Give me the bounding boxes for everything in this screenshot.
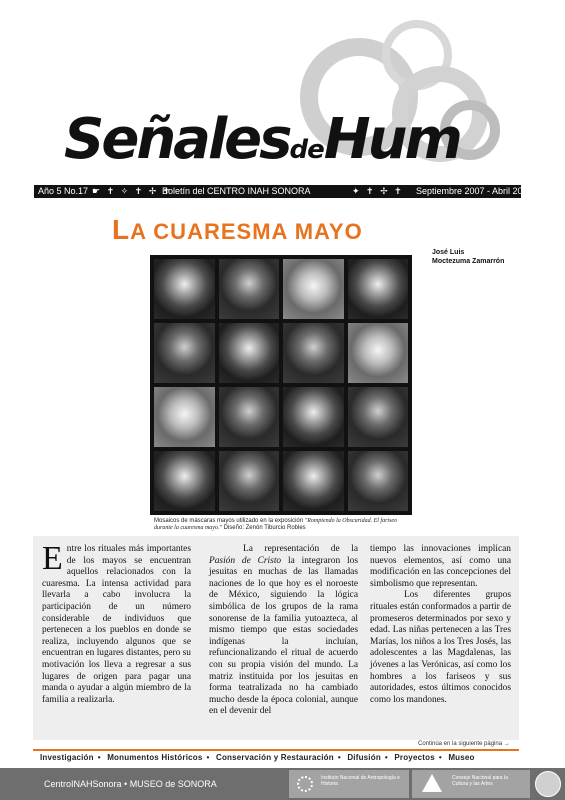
arrow-right-icon: → (503, 741, 510, 747)
mask-photo (348, 387, 409, 447)
petroglyph-icon: ✦ ✝ ✢ ✝ (352, 186, 404, 196)
masthead-bar (34, 185, 533, 198)
mask-photo (219, 387, 280, 447)
mask-photo (283, 387, 344, 447)
mask-photo (348, 451, 409, 511)
conaculta-emblem-icon (422, 774, 442, 792)
footer-bar (0, 768, 565, 800)
conaculta-logo: Consejo Nacional para la Cultura y las Artes (412, 770, 530, 798)
inah-emblem-icon (297, 776, 313, 792)
mask-mosaic-image (150, 255, 412, 515)
inah-logo: Instituto Nacional de Antropología e Historia (289, 770, 409, 798)
issue-number: Año 5 No.17 (38, 186, 89, 196)
masthead-logo: SeñalesdeHum (64, 107, 460, 172)
mask-photo (219, 259, 280, 319)
bulletin-name: Boletín del CENTRO INAH SONORA (162, 186, 311, 196)
issue-dates: Septiembre 2007 - Abril 2008 (416, 186, 533, 196)
nav-item-museo[interactable]: Museo (448, 753, 475, 762)
mask-photo (283, 323, 344, 383)
mask-photo (283, 451, 344, 511)
nav-item-monumentos[interactable]: Monumentos Históricos (107, 753, 203, 762)
nav-item-difusion[interactable]: Difusión (347, 753, 381, 762)
nav-item-investigacion[interactable]: Investigación (40, 753, 94, 762)
article-title: LA CUARESMA MAYO (112, 214, 363, 245)
image-caption: Mosaicos de máscaras mayos utilizado en la exposición "Rompiendo la Obscuridad. El fariseo durante la cuaresma mayo." Diseño: Zenón Tiburcio Robles (154, 518, 398, 531)
section-divider (33, 749, 519, 751)
petroglyph-icon: ☛ ✝ ✧ ✝ ✢ ✝ (92, 186, 173, 196)
national-seal-icon (535, 771, 561, 797)
mask-photo (219, 451, 280, 511)
section-nav: Investigación • Monumentos Históricos • Conservación y Restauración • Difusión • Proyectos • Museo (40, 753, 475, 762)
continue-note: Continúa en la siguiente página → (418, 741, 510, 747)
mask-photo (154, 259, 215, 319)
mask-photo (283, 259, 344, 319)
article-column-2: La representación de la Pasión de Cristo la integraron los jesuitas en muchas de las llamadas naciones de lo que hoy es el noroeste de México, siguiendo la lógica simbólica de los grupos de la rama sonorense de la familia yutoazteca, al mismo tiempo que estas sociedades indígenas la incluían, refuncionalizando el ritual de acuerdo con su propia visión del mundo. La matriz instituida por los jesuitas en forma teatralizada no ha cambiado mucho desde la época colonial, aunque en el devenir del (209, 544, 358, 717)
mask-photo (154, 451, 215, 511)
article-column-1: Entre los rituales más importantes de los mayos se encuentran aquellos relacionados con la cuaresma. La intensa actividad para llevarla a cabo involucra la participación de un número considerable de individuos que pertenecen a los pueblos en donde se realiza, incluyendo algunos que se encuentran en lugares distantes, pero su motivación los lleva a regresar a sus lugares de origen para pagar una manda o ayudar a algún miembro de la familia a realizarla. (42, 540, 191, 705)
article-column-3: tiempo las innovaciones implican nuevos elementos, así como una modificación en las concepciones del simbolismo que representan. Los diferentes grupos rituales están conformados a partir de promeseros determinados por sexo y edad. Las niñas pertenecen a las Tres Marías, los niños a los Tres Josés, las adolescentes a las Magdalenas, las jóvenes a las Verónicas, así como los hombres a los fariseos y sus autoridades, estos últimos conocidos como los mandones. (370, 544, 511, 705)
mask-photo (154, 387, 215, 447)
nav-item-proyectos[interactable]: Proyectos (394, 753, 435, 762)
drop-cap: E (42, 540, 63, 577)
mask-photo (219, 323, 280, 383)
nav-item-conservacion[interactable]: Conservación y Restauración (215, 753, 334, 762)
mask-photo (348, 259, 409, 319)
mask-photo (348, 323, 409, 383)
centro-inah-logo: CentroINAHSonora • MUSEO de SONORA (44, 779, 217, 789)
mask-photo (154, 323, 215, 383)
article-author: José Luis Moctezuma Zamarrón (432, 249, 505, 265)
